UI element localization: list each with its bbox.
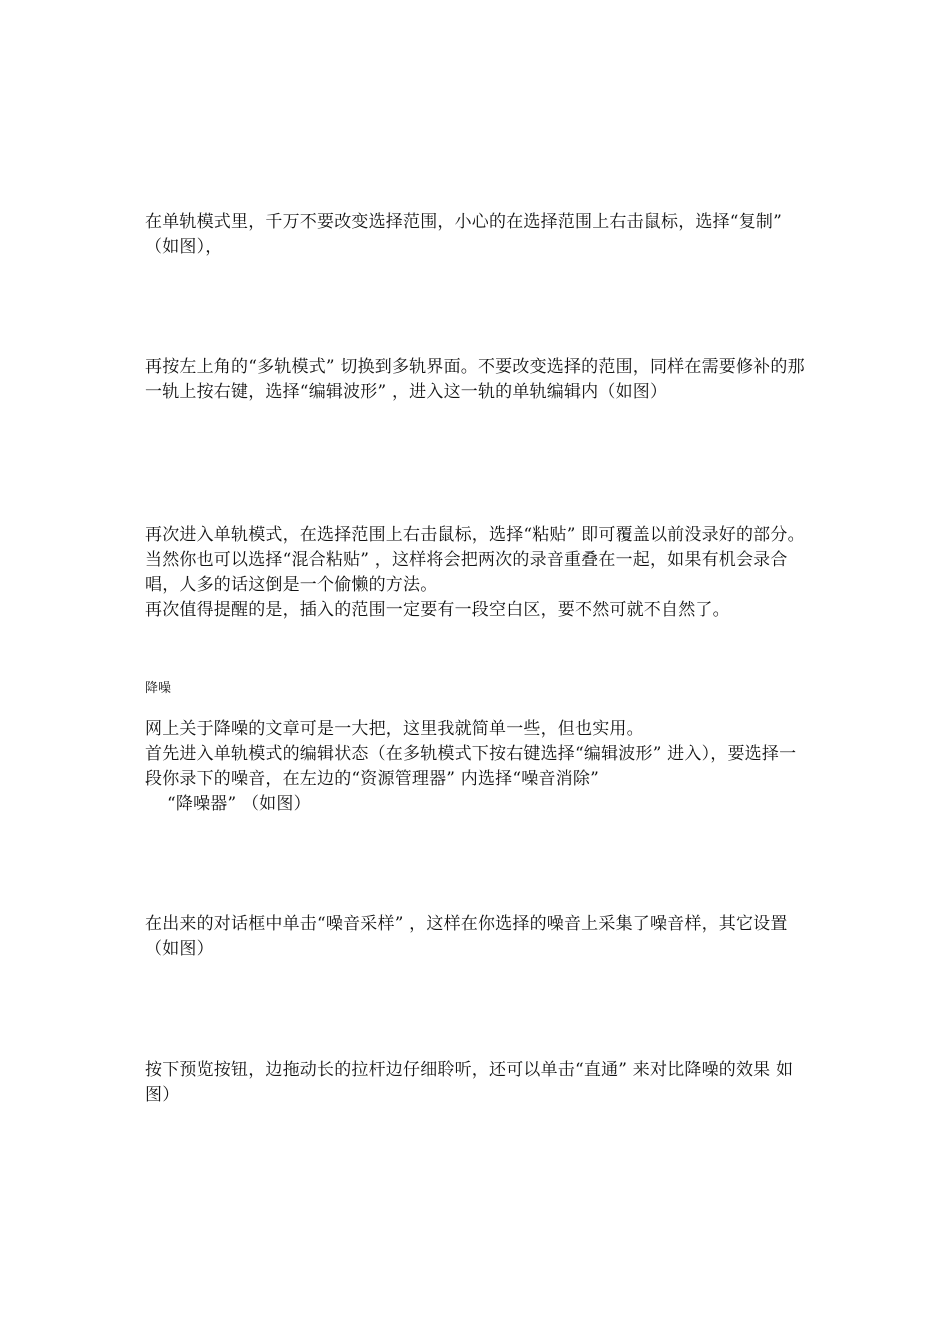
paragraph-text: 网上关于降噪的文章可是一大把，这里我就简单一些，但也实用。 — [145, 719, 644, 739]
paragraph-text: “降噪器” （如图） — [167, 794, 311, 814]
paragraph-paste-step — [145, 523, 810, 623]
paragraph-copy-step — [145, 210, 810, 260]
paragraph-text: 在出来的对话框中单击“噪音采样” ，这样在你选择的噪音上采集了噪音样，其它设置（如图） — [145, 914, 788, 959]
section-heading-noise-reduction: 降噪 — [145, 681, 172, 696]
paragraph-text: 再次进入单轨模式，在选择范围上右击鼠标，选择“粘贴” 即可覆盖以前没录好的部分。当然你也可以选择“混合粘贴” ，这样将会把两次的录音重叠在一起，如果有机会录合唱，人多的话这倒是一个偷懒的方法。 — [145, 525, 805, 595]
paragraph-noise-sample — [145, 912, 810, 962]
paragraph-preview-step — [145, 1058, 810, 1108]
paragraph-noise-intro — [145, 717, 810, 817]
paragraph-text: 首先进入单轨模式的编辑状态（在多轨模式下按右键选择“编辑波形” 进入），要选择一段你录下的噪音，在左边的“资源管理器” 内选择“噪音消除” — [145, 744, 797, 789]
paragraph-text: 在单轨模式里，千万不要改变选择范围，小心的在选择范围上右击鼠标，选择“复制” （如图）， — [145, 212, 782, 257]
paragraph-text: 按下预览按钮，边拖动长的拉杆边仔细聆听，还可以单击“直通” 来对比降噪的效果 如图） — [145, 1060, 794, 1105]
paragraph-text: 再按左上角的“多轨模式” 切换到多轨界面。不要改变选择的范围，同样在需要修补的那一轨上按右键，选择“编辑波形” ，进入这一轨的单轨编辑内（如图） — [145, 357, 805, 402]
paragraph-text: 再次值得提醒的是，插入的范围一定要有一段空白区，要不然可就不自然了。 — [145, 600, 730, 620]
paragraph-multitrack-step — [145, 355, 810, 405]
